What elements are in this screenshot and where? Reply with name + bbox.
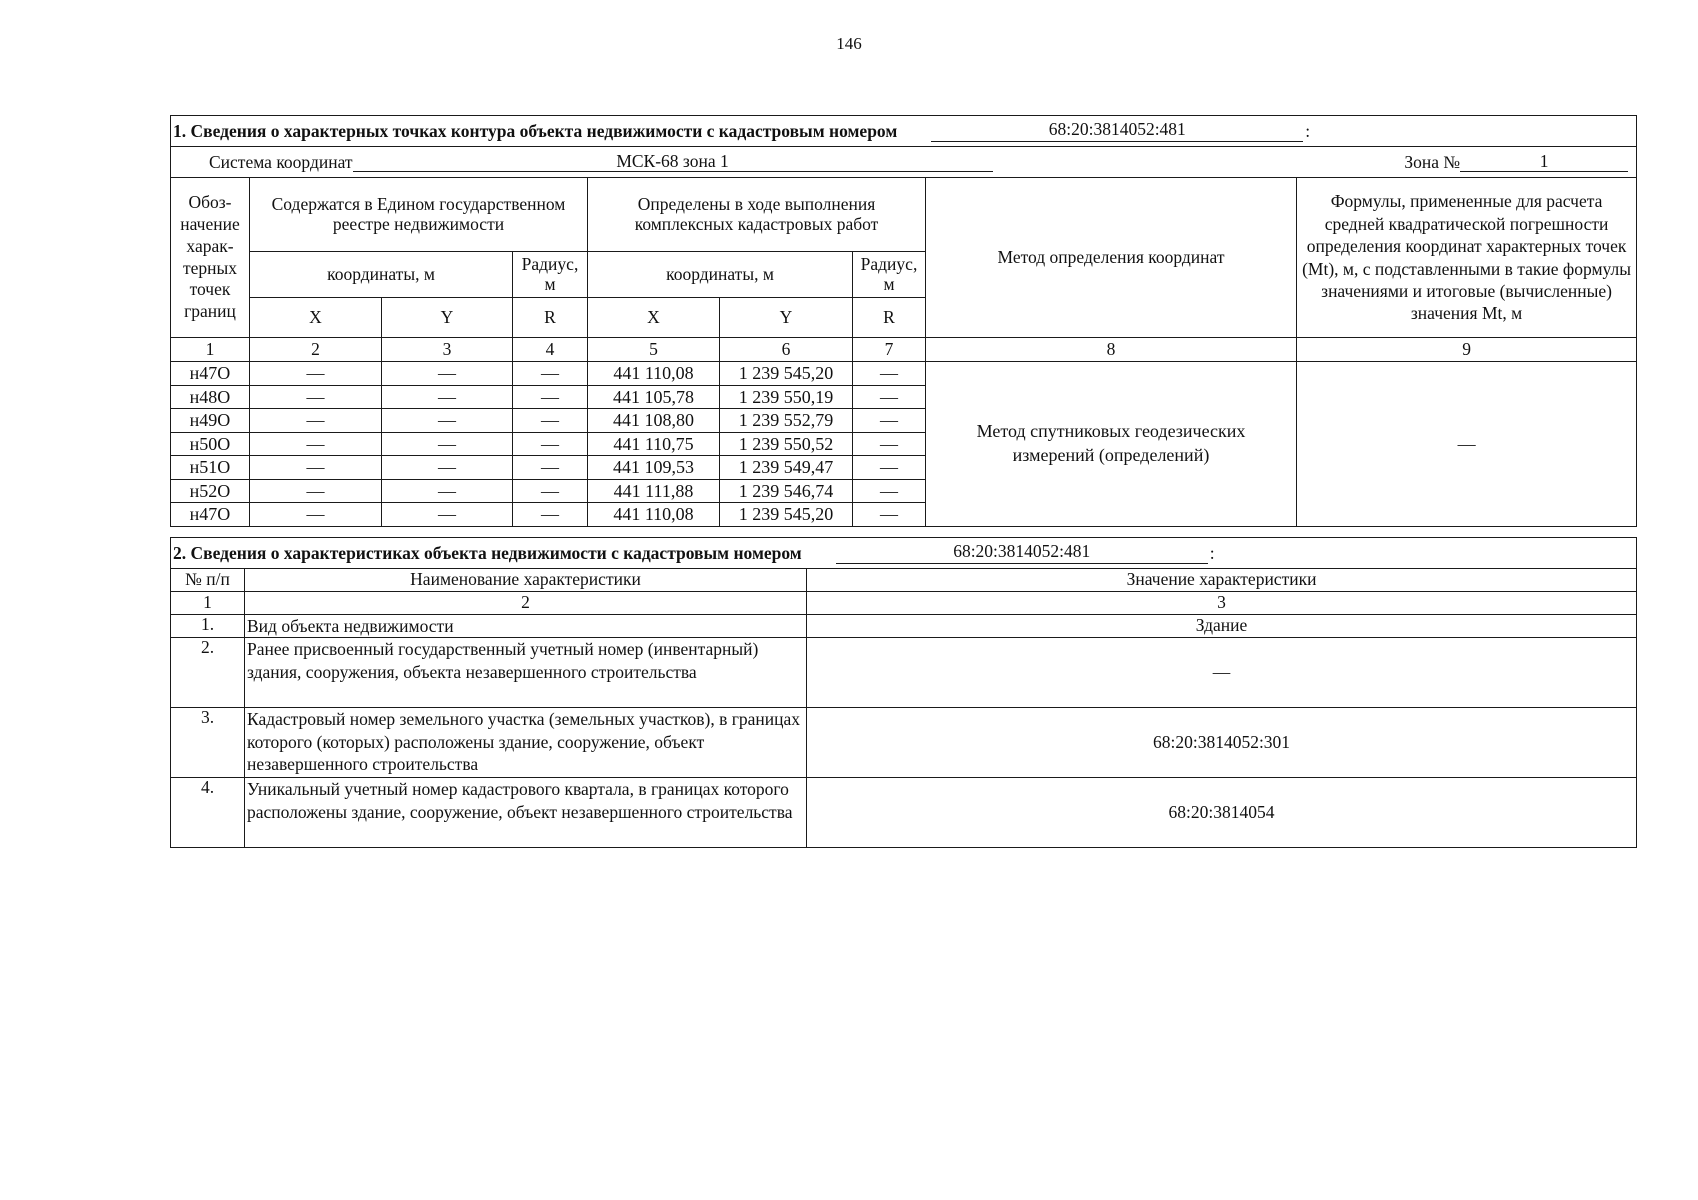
- column-number: 6: [720, 338, 853, 362]
- point-name: н51О: [171, 456, 250, 480]
- point-name: н52О: [171, 479, 250, 503]
- header-method: Метод определения координат: [926, 178, 1297, 338]
- r-value: —: [853, 432, 926, 456]
- x-value: 441 109,53: [588, 456, 720, 480]
- column-numbers-row: [171, 338, 1637, 362]
- r-value: —: [853, 456, 926, 480]
- zone-label: Зона №: [1404, 151, 1461, 172]
- object-characteristics-table: [170, 537, 1637, 848]
- r-registry: —: [513, 409, 588, 433]
- header-determined: Определены в ходе выполнения комплексных кадастровых работ: [588, 178, 926, 252]
- row-number: 3.: [171, 708, 245, 778]
- x-value: 441 105,78: [588, 385, 720, 409]
- y-value: 1 239 552,79: [720, 409, 853, 433]
- y-value: 1 239 545,20: [720, 362, 853, 386]
- x-registry: —: [250, 362, 382, 386]
- x-value: 441 110,75: [588, 432, 720, 456]
- r-registry: —: [513, 362, 588, 386]
- characteristic-value: —: [807, 638, 1637, 708]
- point-name: н47О: [171, 503, 250, 527]
- characteristic-value: 68:20:3814052:301: [807, 708, 1637, 778]
- x-registry: —: [250, 503, 382, 527]
- section2-title-row: [171, 538, 1637, 569]
- row-number: 2.: [171, 638, 245, 708]
- table-row: [171, 362, 1637, 386]
- characteristic-points-table: [170, 115, 1637, 527]
- header-determined-radius: Радиус, м: [853, 252, 926, 298]
- x-value: 441 111,88: [588, 479, 720, 503]
- header-registry-coords: координаты, м: [250, 252, 513, 298]
- x-registry: —: [250, 479, 382, 503]
- r-registry: —: [513, 479, 588, 503]
- point-name: н49О: [171, 409, 250, 433]
- y-registry: —: [382, 479, 513, 503]
- characteristic-name: Кадастровый номер земельного участка (земельных участков), в границах которого (которых) расположены здание, сооружение, объект незавершенного строительства: [245, 708, 807, 778]
- characteristic-name: Уникальный учетный номер кадастрового квартала, в границах которого расположены здание, сооружение, объект незавершенного строительства: [245, 778, 807, 848]
- point-name: н48О: [171, 385, 250, 409]
- header-determined-y: Y: [720, 298, 853, 338]
- characteristic-name: Вид объекта недвижимости: [245, 615, 807, 638]
- column-numbers-row: [171, 592, 1637, 615]
- table-row: [171, 615, 1637, 638]
- header-determined-x: X: [588, 298, 720, 338]
- column-number: 8: [926, 338, 1297, 362]
- header-name: Наименование характеристики: [245, 569, 807, 592]
- column-number: 9: [1297, 338, 1637, 362]
- row-number: 1.: [171, 615, 245, 638]
- x-value: 441 110,08: [588, 362, 720, 386]
- column-number: 1: [171, 338, 250, 362]
- point-name: н47О: [171, 362, 250, 386]
- section1-cadastral-number: 68:20:3814052:481: [931, 120, 1303, 142]
- header-num: № п/п: [171, 569, 245, 592]
- column-number: 3: [382, 338, 513, 362]
- zone-value: 1: [1460, 152, 1628, 173]
- y-registry: —: [382, 409, 513, 433]
- y-value: 1 239 550,52: [720, 432, 853, 456]
- y-registry: —: [382, 432, 513, 456]
- x-registry: —: [250, 385, 382, 409]
- header-formulas: Формулы, примененные для расчета средней квадратической погрешности определения координат характерных точек (Mt), м, с подставленными в такие формулы значениями и итоговые (вычисленные) значения Mt, м: [1297, 178, 1637, 338]
- section1-title-row: [171, 116, 1637, 147]
- coord-system-value: МСК-68 зона 1: [353, 152, 993, 173]
- formula-value: —: [1297, 362, 1637, 527]
- coord-system-label: Система координат: [209, 151, 353, 172]
- column-number: 5: [588, 338, 720, 362]
- section1-colon: :: [1305, 121, 1311, 142]
- r-registry: —: [513, 456, 588, 480]
- y-registry: —: [382, 362, 513, 386]
- y-value: 1 239 550,19: [720, 385, 853, 409]
- table-row: [171, 708, 1637, 778]
- r-registry: —: [513, 503, 588, 527]
- header-determined-r: R: [853, 298, 926, 338]
- table-row: [171, 638, 1637, 708]
- column-number: 2: [250, 338, 382, 362]
- characteristic-value: Здание: [807, 615, 1637, 638]
- row-number: 4.: [171, 778, 245, 848]
- point-name: н50О: [171, 432, 250, 456]
- column-number: 7: [853, 338, 926, 362]
- section1-title: 1. Сведения о характерных точках контура объекта недвижимости с кадастровым номером: [173, 121, 898, 142]
- page-number: 146: [836, 34, 862, 53]
- r-value: —: [853, 503, 926, 527]
- header-registry-x: X: [250, 298, 382, 338]
- header-registry-r: R: [513, 298, 588, 338]
- r-value: —: [853, 362, 926, 386]
- r-registry: —: [513, 432, 588, 456]
- x-registry: —: [250, 456, 382, 480]
- y-value: 1 239 549,47: [720, 456, 853, 480]
- r-value: —: [853, 385, 926, 409]
- characteristic-name: Ранее присвоенный государственный учетный номер (инвентарный) здания, сооружения, объекта незавершенного строительства: [245, 638, 807, 708]
- x-registry: —: [250, 432, 382, 456]
- header-point-designation: Обоз-начение харак-терных точек границ: [171, 178, 250, 338]
- x-registry: —: [250, 409, 382, 433]
- y-value: 1 239 545,20: [720, 503, 853, 527]
- header-registry-y: Y: [382, 298, 513, 338]
- section2-colon: :: [1209, 543, 1215, 564]
- column-number: 3: [807, 592, 1637, 615]
- y-registry: —: [382, 503, 513, 527]
- coord-system-row: [171, 147, 1637, 178]
- header-value: Значение характеристики: [807, 569, 1637, 592]
- header-registry-radius: Радиус, м: [513, 252, 588, 298]
- method-value: Метод спутниковых геодезических измерений (определений): [926, 362, 1297, 527]
- section2-cadastral-number: 68:20:3814052:481: [836, 542, 1208, 564]
- column-number: 4: [513, 338, 588, 362]
- characteristic-value: 68:20:3814054: [807, 778, 1637, 848]
- column-number: 1: [171, 592, 245, 615]
- r-registry: —: [513, 385, 588, 409]
- header-determined-coords: координаты, м: [588, 252, 853, 298]
- section2-title: 2. Сведения о характеристиках объекта недвижимости с кадастровым номером: [173, 543, 802, 564]
- y-registry: —: [382, 456, 513, 480]
- x-value: 441 108,80: [588, 409, 720, 433]
- r-value: —: [853, 409, 926, 433]
- x-value: 441 110,08: [588, 503, 720, 527]
- y-value: 1 239 546,74: [720, 479, 853, 503]
- y-registry: —: [382, 385, 513, 409]
- r-value: —: [853, 479, 926, 503]
- header-in-registry: Содержатся в Едином государственном реестре недвижимости: [250, 178, 588, 252]
- table-row: [171, 778, 1637, 848]
- column-number: 2: [245, 592, 807, 615]
